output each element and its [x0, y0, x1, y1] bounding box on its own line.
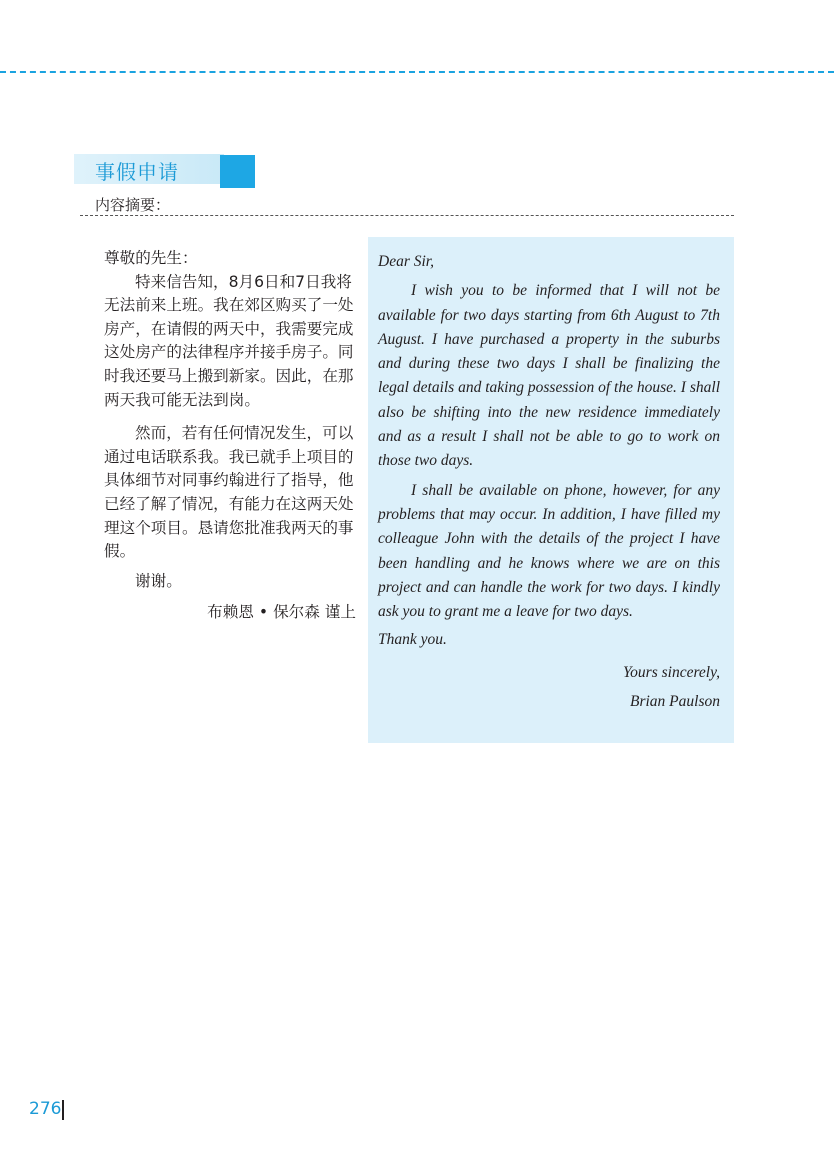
- section-title: 事假申请: [95, 160, 179, 184]
- page-number-bar: [62, 1100, 64, 1120]
- english-closing: Yours sincerely,: [622, 663, 720, 681]
- english-paragraph-1: I wish you to be informed that I will not be available for two days starting from 6th August to 7th August. I have purchased a property in the suburbs and during these two days I shall be finalizing the legal details and taking possession of the house. I shall also be shifting into the new residence immediately and as a result I shall not be able to go to work on those two days.: [378, 282, 720, 470]
- english-letter-panel: [368, 237, 734, 743]
- chinese-paragraph-2: 然而，若有任何情况发生，可以通过电话联系我。我已就手上项目的具体细节对同事约翰进行了指导，他已经了解了情况，有能力在这两天处理这个项目。恳请您批准我两天的事假。: [104, 424, 354, 561]
- section-accent-block: [220, 155, 255, 188]
- english-thanks: Thank you.: [378, 631, 447, 649]
- summary-dashed-line: [80, 215, 734, 216]
- english-paragraph-2: I shall be available on phone, however, for any problems that may occur. In addition, I have filled my colleague John with the details of the project I have been handling and he knows where we are on this project and can handle the work for two days. I kindly ask you to grant me a leave for two days.: [378, 481, 720, 621]
- chinese-thanks: 谢谢。: [135, 571, 182, 590]
- chinese-paragraph-1: 特来信告知，8月6日和7日我将无法前来上班。我在郊区购买了一处房产，在请假的两天中，我需要完成这处房产的法律程序并接手房子。同时我还要马上搬到新家。因此，在那两天我可能无法到岗。: [104, 272, 354, 409]
- top-dashed-rule: [0, 71, 834, 73]
- chinese-salutation: 尊敬的先生：: [104, 249, 198, 267]
- english-salutation: Dear Sir,: [378, 253, 434, 270]
- chinese-signature: 布赖恩 • 保尔森 谨上: [207, 603, 356, 622]
- page-number: 276: [29, 1099, 62, 1119]
- summary-label: 内容摘要：: [95, 196, 171, 214]
- english-signature: Brian Paulson: [630, 692, 720, 710]
- chinese-letter: [104, 247, 356, 625]
